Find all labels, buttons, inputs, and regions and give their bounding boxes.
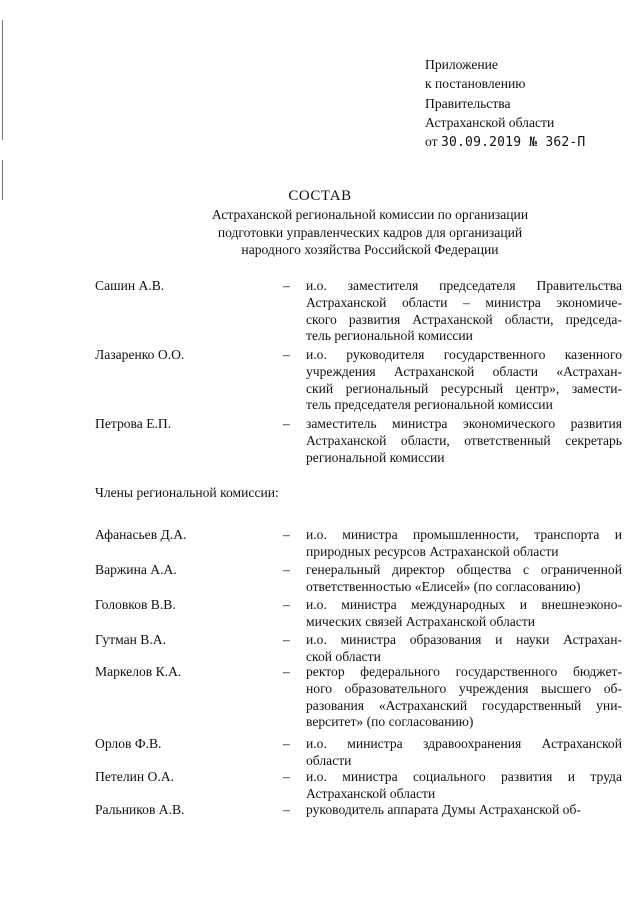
appendix-date-number: 30.09.2019 № 362-П <box>440 135 586 151</box>
document-title: СОСТАВ <box>288 188 352 204</box>
member-role-line: Астраханской области, ответственный секретарь <box>306 432 622 448</box>
member-dash: – <box>283 347 290 362</box>
member-role <box>306 664 622 731</box>
member-role-line: и.о. министра международных и внешнеэконо- <box>306 597 622 612</box>
member-dash: – <box>283 597 290 612</box>
member-role-line: и.о. руководителя государственного казенного <box>306 347 622 362</box>
member-name: Ральников А.В. <box>95 802 185 817</box>
member-role-line: и.о. заместителя председателя Правительства <box>306 278 622 293</box>
member-name: Афанасьев Д.А. <box>95 527 187 542</box>
member-role-line: ского развития Астраханской области, председа- <box>306 311 622 327</box>
member-dash: – <box>283 664 290 679</box>
member-role-line: и.о. министра социального развития и труда <box>306 769 622 784</box>
member-dash: – <box>283 736 290 751</box>
member-role <box>306 527 622 561</box>
appendix-line: Приложение <box>425 57 498 72</box>
member-role-line: и.о. министра промышленности, транспорта и <box>306 527 622 542</box>
member-role-line: Астраханской области – министра экономиче- <box>306 294 622 310</box>
member-role-line: природных ресурсов Астраханской области <box>306 543 559 559</box>
member-name: Лазаренко О.О. <box>95 347 185 362</box>
scan-edge-mark <box>2 20 3 140</box>
member-role <box>306 347 622 414</box>
member-role-line: тель председателя региональной комиссии <box>306 397 553 413</box>
member-role-line: области <box>306 752 352 768</box>
appendix-line: Астраханской области <box>425 114 555 130</box>
member-role-line: мических связей Астраханской области <box>306 613 536 629</box>
member-name: Гутман В.А. <box>95 632 166 647</box>
member-dash: – <box>283 769 290 784</box>
member-role <box>306 632 622 666</box>
member-dash: – <box>283 562 290 577</box>
member-name: Петрова Е.П. <box>95 416 172 431</box>
member-role-line: верситет» (по согласованию) <box>306 714 474 730</box>
member-role <box>306 769 622 803</box>
member-dash: – <box>283 527 290 542</box>
member-dash: – <box>283 632 290 647</box>
member-role-line: Астраханской области <box>306 785 436 801</box>
member-role-line: генеральный директор общества с ограниченной <box>306 562 622 577</box>
document-subtitle <box>180 206 560 259</box>
member-role-line: ного образовательного учреждения высшего об- <box>306 680 622 696</box>
member-name: Маркелов К.А. <box>95 664 182 679</box>
member-role <box>306 416 622 466</box>
subtitle-line: Астраханской региональной комиссии по организации <box>211 207 529 222</box>
member-role <box>306 802 622 819</box>
member-name: Орлов Ф.В. <box>95 736 162 751</box>
member-role-line: тель региональной комиссии <box>306 328 473 344</box>
member-role-line: ской области <box>306 648 381 664</box>
member-role-line: руководитель аппарата Думы Астраханской об- <box>306 802 581 817</box>
member-role-line: региональной комиссии <box>306 449 445 465</box>
member-role <box>306 736 622 770</box>
member-role <box>306 562 622 596</box>
member-name: Варжина А.А. <box>95 562 177 577</box>
appendix-line: к постановлению <box>425 76 526 92</box>
member-role-line: учреждения Астраханской области «Астрахан- <box>306 363 622 379</box>
member-name: Сашин А.В. <box>95 278 165 293</box>
member-dash: – <box>283 278 290 293</box>
member-role-line: и.о. министра образования и науки Астрахан- <box>306 632 622 647</box>
subtitle-line: подготовки управленческих кадров для организаций <box>217 224 523 240</box>
members-label: Члены региональной комиссии: <box>95 485 279 500</box>
member-dash: – <box>283 416 290 431</box>
member-name: Петелин О.А. <box>95 769 174 784</box>
appendix-date-line <box>425 132 585 152</box>
member-role-line: заместитель министра экономического развития <box>306 416 622 431</box>
member-role-line: ответственностью «Елисей» (по согласованию) <box>306 578 581 594</box>
member-role <box>306 597 622 631</box>
appendix-line: Правительства <box>425 95 511 111</box>
member-role <box>306 278 622 345</box>
member-dash: – <box>283 802 290 817</box>
member-name: Головков В.В. <box>95 597 176 612</box>
subtitle-line: народного хозяйства Российской Федерации <box>241 242 499 257</box>
member-role-line: и.о. министра здравоохранения Астраханской <box>306 736 622 751</box>
member-role-line: ректор федерального государственного бюджет- <box>306 664 622 679</box>
appendix-header <box>425 55 585 152</box>
appendix-date-prefix: от <box>425 134 438 150</box>
member-role-line: разования «Астраханский государственный уни- <box>306 697 622 713</box>
member-role-line: ский региональный ресурсный центр», замести- <box>306 380 622 396</box>
